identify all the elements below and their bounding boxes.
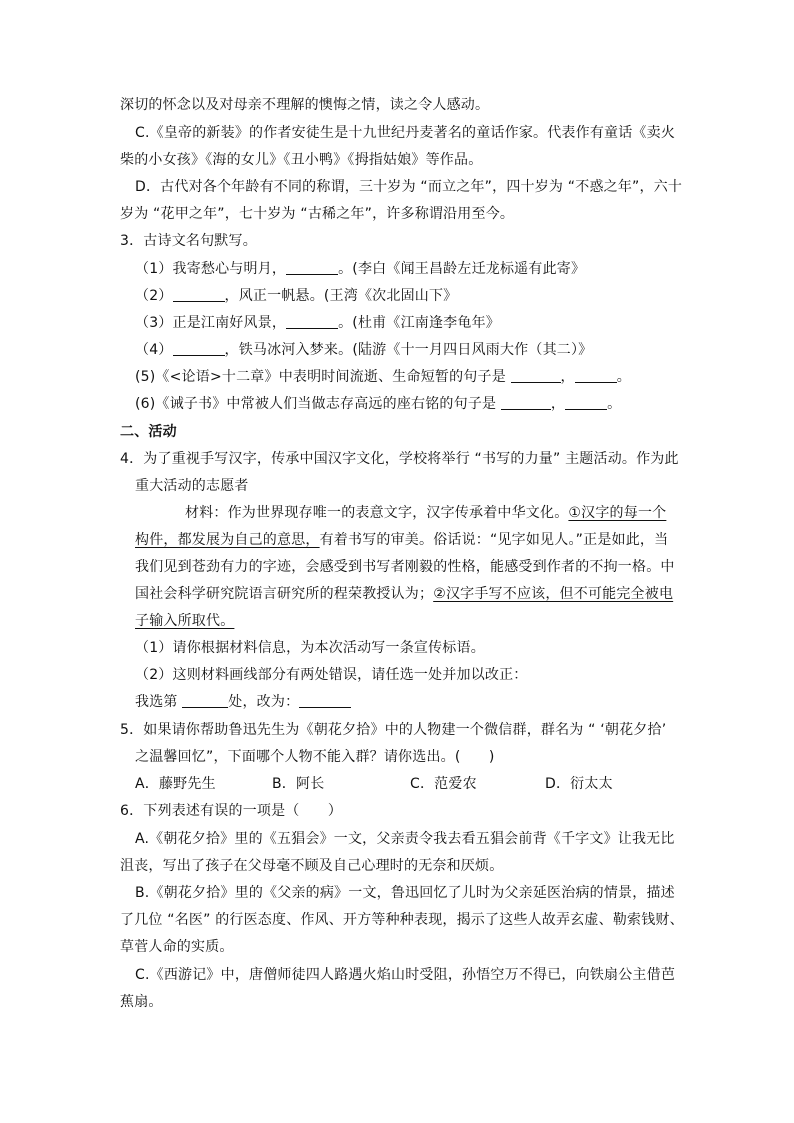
question-6-title: 6．下列表述有误的一项是（ ） — [120, 803, 343, 819]
question-3-item-2 — [135, 286, 457, 306]
option-c: C．范爱农 — [410, 776, 477, 792]
question-3-item-1 — [135, 259, 585, 279]
section-heading: 二、活动 — [120, 424, 177, 440]
answer-blank[interactable] — [565, 395, 607, 410]
underlined-text: ②汉字手写不应该，但不可能完全被电 — [433, 586, 674, 602]
option-d-line-2: 岁为 “花甲之年”，七十岁为 “古稀之年”，许多称谓沿用至今。 — [120, 206, 515, 222]
material-line-1 — [185, 503, 666, 523]
item-source: ，铁马冰河入梦来。(陆游《十一月四日风雨大作（其二）》 — [224, 342, 593, 358]
item-text: （4） — [135, 342, 173, 358]
item-text: (5)《<论语>十二章》中表明时间流逝、生命短暂的句子是 — [135, 369, 506, 385]
question-4-line-2: 重大活动的志愿者 — [135, 478, 249, 494]
question-5-line-2: 之温馨回忆”，下面哪个人物不能入群？请你选出。( ) — [135, 749, 495, 765]
question-3-title: 3．古诗文名句默写。 — [120, 233, 257, 249]
material-line-5: 子输入所取代。 — [135, 613, 235, 629]
question-6-option-c-line-2: 蕉扇。 — [120, 994, 163, 1010]
option-c-line-2: 柴的小女孩》《海的女儿》《丑小鸭》《拇指姑娘》等作品。 — [120, 152, 483, 168]
question-4-sub-2: （2）这则材料画线部分有两处错误，请任选一处并加以改正： — [135, 667, 528, 683]
question-6-option-b-line-2: 了几位 “名医” 的行医态度、作风、开方等种种表现，揭示了这些人故弄玄虚、勒索钱财、 — [120, 912, 684, 928]
question-6-option-b-line-3: 草菅人命的实质。 — [120, 939, 234, 955]
end-mark: 。 — [607, 396, 622, 412]
answer-prompt: 我选第 — [135, 694, 178, 710]
answer-blank[interactable] — [575, 368, 617, 383]
question-3-item-4 — [135, 340, 592, 360]
answer-blank[interactable] — [511, 368, 561, 383]
question-6-option-a-line-2: 沮丧，写出了孩子在父母毫不顾及自己心理时的无奈和厌烦。 — [120, 858, 504, 874]
option-c-line-1: C.《皇帝的新装》的作者安徒生是十九世纪丹麦著名的童话作家。代表作有童话《卖火 — [135, 125, 676, 141]
material-text: 国社会科学研究院语言研究所的程荣教授认为； — [135, 586, 434, 602]
material-text: 有着书写的审美。俗话说：“见字如见人。”正是如此，当 — [319, 532, 669, 548]
item-text: （1）我寄愁心与明月， — [135, 261, 287, 277]
answer-blank[interactable] — [501, 395, 551, 410]
item-text: （2） — [135, 288, 173, 304]
underlined-text: ①汉字的每一个 — [568, 505, 667, 521]
separator: ， — [560, 369, 575, 385]
material-text: 材料：作为世界现存唯一的表意文字，汉字传承着中华文化。 — [185, 505, 569, 521]
question-3-item-3 — [135, 313, 500, 333]
material-line-3: 我们见到苍劲有力的字迹，会感受到书写者刚毅的性格，能感受到作者的不拘一格。中 — [135, 559, 675, 575]
material-line-2 — [135, 530, 668, 550]
question-6-option-b-line-1: B.《朝花夕拾》里的《父亲的病》一文，鲁迅回忆了儿时为父亲延医治病的情景，描述 — [135, 885, 675, 901]
item-source: 。(杜甫《江南逢李龟年》 — [338, 315, 500, 331]
question-4-answer — [135, 692, 351, 712]
item-text: (6)《诫子书》中常被人们当做志存高远的座右铭的句子是 — [135, 396, 497, 412]
underlined-text: 构件，都发展为自己的意思， — [135, 532, 320, 548]
question-5-line-1: 5．如果请你帮助鲁迅先生为《朝花夕拾》中的人物建一个微信群，群名为 “ ‘朝花夕拾’ — [120, 722, 667, 738]
item-source: 。(李白《闻王昌龄左迁龙标遥有此寄》 — [338, 261, 586, 277]
option-d-line-1: D．古代对各个年龄有不同的称谓，三十岁为 “而立之年”，四十岁为 “不惑之年”，六十 — [135, 179, 683, 195]
answer-blank[interactable] — [286, 314, 338, 329]
question-4-sub-1: （1）请你根据材料信息，为本次活动写一条宣传标语。 — [135, 640, 485, 656]
question-3-item-6 — [135, 394, 621, 414]
option-a: A．藤野先生 — [135, 776, 216, 792]
end-mark: 。 — [616, 369, 631, 385]
question-6-option-a-line-1: A.《朝花夕拾》里的《五猖会》一文，父亲责令我去看五猖会前背《千字文》让我无比 — [135, 831, 675, 847]
option-d: D．衍太太 — [545, 776, 613, 792]
material-line-4 — [135, 584, 673, 604]
answer-blank[interactable] — [299, 693, 351, 708]
item-text: （3）正是江南好风景， — [135, 315, 287, 331]
question-3-item-5 — [135, 367, 631, 387]
question-4-line-1: 4．为了重视手写汉字，传承中国汉字文化，学校将举行 “书写的力量” 主题活动。作为此 — [120, 451, 679, 467]
item-source: ，风正一帆悬。(王湾《次北固山下》 — [224, 288, 458, 304]
answer-prompt: 处，改为： — [228, 694, 300, 710]
answer-blank[interactable] — [182, 693, 228, 708]
separator: ， — [550, 396, 566, 412]
answer-blank[interactable] — [173, 287, 225, 302]
question-6-option-c-line-1: C.《西游记》中，唐僧师徒四人路遇火焰山时受阻，孙悟空万不得已，向铁扇公主借芭 — [135, 967, 676, 983]
text-line: 深切的怀念以及对母亲不理解的懊悔之情，读之令人感动。 — [120, 97, 490, 113]
answer-blank[interactable] — [173, 341, 225, 356]
option-b: B．阿长 — [272, 776, 325, 792]
answer-blank[interactable] — [286, 260, 338, 275]
